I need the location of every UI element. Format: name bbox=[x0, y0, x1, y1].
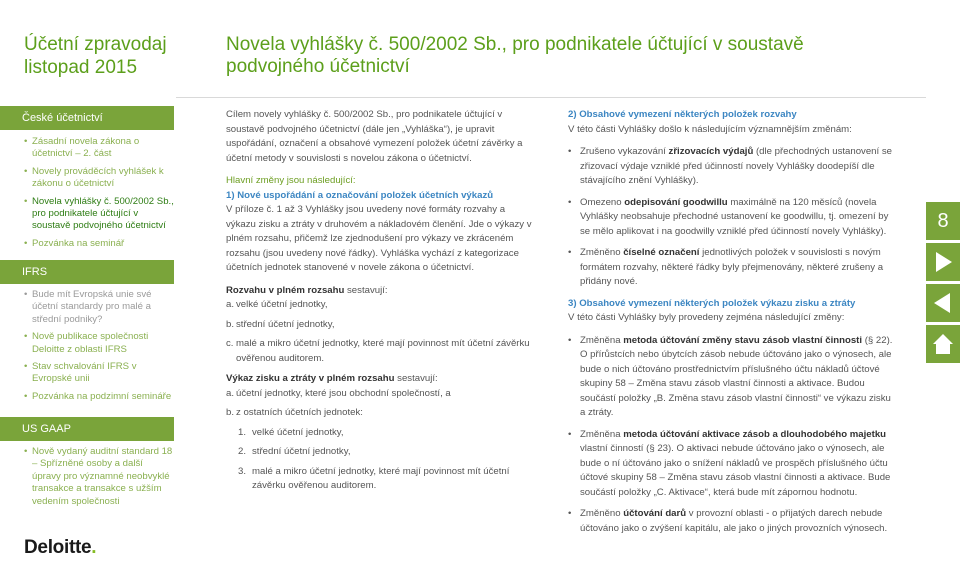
list-item: c. malé a mikro účetní jednotky, které mají povinnost mít účetní závěrku ověřenou auditorem. bbox=[226, 338, 530, 364]
section2-intro: V této části Vyhlášky došlo k následujícím významnějším změnám: bbox=[568, 123, 852, 135]
list-item: b. střední účetní jednotky, bbox=[226, 318, 335, 330]
bullet-item: • Změněna metoda účtování změny stavu zásob vlastní činnosti (§ 22). O přírůstcích nebo úbytcích zásob nebude účtováno jako o výnosech, ale bude o nich účtováno prostřednictvím příslušného účtu nákladů účtové skupiny 58 – Změna stavu zásob vlastní činnosti a aktivace. Budou součástí položky „B. Změna stavu zásob vlastní činnosti“ ve výkazu zisku a ztráty. bbox=[568, 334, 898, 421]
sidebar-list-ifrs bbox=[24, 289, 174, 408]
list-item: 1. velké účetní jednotky, bbox=[238, 426, 344, 438]
sidebar-heading-ifrs[interactable]: IFRS bbox=[0, 260, 174, 284]
bullet-item: • Zrušeno vykazování zřizovacích výdajů (dle přechodných ustanovení se zřizovací výdaje vzniklé před účinností novely Vyhlášky doodepíší dle stávajícího znění Vyhlášky). bbox=[568, 145, 898, 189]
sidebar-list-usgaap bbox=[24, 446, 174, 513]
full-balance-heading: Rozvahu v plném rozsahu sestavují: bbox=[226, 284, 388, 296]
nested-list bbox=[226, 426, 536, 494]
intro-paragraph: Cílem novely vyhlášky č. 500/2002 Sb., pro podnikatele účtující v soustavě podvojného účetnictví (dále jen „Vyhláška“), je upravit uspořádání, označení a obsahové vymezení položek účetní závěrky a účetní metody v souvislosti s novelou zákona o účetnictví. bbox=[226, 109, 523, 164]
page-number: 8 bbox=[926, 202, 960, 240]
page-title: Novela vyhlášky č. 500/2002 Sb., pro podnikatele účtující v soustavě podvojného účetnictví bbox=[226, 34, 804, 77]
section2-title: 2) Obsahové vymezení některých položek rozvahy bbox=[568, 109, 797, 120]
sidebar-item[interactable]: • Nově publikace společnosti Deloitte z oblasti IFRS bbox=[24, 331, 174, 356]
sidebar-item[interactable]: • Pozvánka na podzimní semináře bbox=[24, 391, 174, 403]
bullet-item: • Změněno číselné označení jednotlivých položek v souvislosti s novým formátem rozvahy, některé řádky byly přejmenovány, některé zrušeny a přidány nové. bbox=[568, 246, 898, 290]
section1-text: V příloze č. 1 až 3 Vyhlášky jsou uvedeny nové formáty rozvahy a výkazu zisku a ztráty v druhovém a nákladovém členění. Jde o výkazy v plném rozsahu, přičemž lze zjednodušení pro výkazy ve zkráceném rozsahu (jsou uvedeny nové řádky). Vyhláška vychází z kategorizace účetních jednotek stanovené v novele zákona o účetnictví. bbox=[226, 204, 532, 273]
sidebar-item[interactable]: • Nově vydaný auditní standard 18 – Spřízněné osoby a další úpravy pro významné neobvyklé transakce a transakce s užším vedením společnosti bbox=[24, 446, 174, 508]
home-button[interactable] bbox=[926, 325, 960, 363]
triangle-left-icon bbox=[926, 284, 960, 322]
list-item: 2. střední účetní jednotky, bbox=[238, 446, 351, 457]
sidebar-item[interactable]: • Stav schvalování IFRS v Evropské unii bbox=[24, 361, 174, 386]
sidebar-list-czech bbox=[24, 136, 174, 255]
deloitte-logo: Deloitte. bbox=[24, 537, 97, 558]
sidebar-heading-usgaap[interactable]: US GAAP bbox=[0, 417, 174, 441]
left-column bbox=[226, 108, 536, 499]
right-column bbox=[568, 108, 898, 543]
sidebar-item[interactable]: • Zásadní novela zákona o účetnictví – 2. část bbox=[24, 136, 174, 161]
list-item: a. účetní jednotky, které jsou obchodní společností, a bbox=[226, 387, 451, 399]
changes-heading: Hlavní změny jsou následující: bbox=[226, 175, 356, 186]
list-item: a. velké účetní jednotky, bbox=[226, 299, 328, 310]
triangle-right-icon bbox=[926, 243, 960, 281]
sidebar-heading-czech[interactable]: České účetnictví bbox=[0, 106, 174, 130]
section1-title: 1) Nové uspořádání a označování položek účetních výkazů bbox=[226, 189, 494, 201]
newsletter-title: Účetní zpravodaj listopad 2015 bbox=[24, 34, 167, 78]
sidebar-item[interactable]: • Pozvánka na seminář bbox=[24, 238, 174, 250]
sidebar-item[interactable]: • Novely prováděcích vyhlášek k zákonu o účetnictví bbox=[24, 166, 174, 191]
list-item: b. z ostatních účetních jednotek: bbox=[226, 407, 363, 418]
next-page-button[interactable] bbox=[926, 243, 960, 281]
section3-intro: V této části Vyhlášky byly provedeny zejména následující změny: bbox=[568, 312, 845, 323]
full-pl-heading: Výkaz zisku a ztráty v plném rozsahu sestavují: bbox=[226, 373, 438, 384]
header-divider bbox=[176, 97, 926, 98]
sidebar bbox=[0, 0, 176, 582]
previous-page-button[interactable] bbox=[926, 284, 960, 322]
sidebar-item-active[interactable]: • Novela vyhlášky č. 500/2002 Sb., pro podnikatele účtující v soustavě podvojného účetnictví bbox=[24, 196, 174, 233]
list-item: 3. malé a mikro účetní jednotky, které mají povinnost mít účetní závěrku ověřenou auditorem. bbox=[238, 465, 510, 491]
bullet-item: • Změněno účtování darů v provozní oblasti - o přijatých darech nebude účtováno jako o zvýšení kapitálu, ale jako o jiných provozních výnosech. bbox=[568, 507, 898, 536]
house-icon bbox=[926, 325, 960, 363]
section3-title: 3) Obsahové vymezení některých položek výkazu zisku a ztráty bbox=[568, 297, 856, 309]
bullet-item: • Omezeno odepisování goodwillu maximálně na 120 měsíců (novela Vyhlášky neobsahuje přechodné ustanovení ke goodwillu, tj. omezení by se mělo aplikovat i na goodwilly vzniklé před účinností novely Vyhlášky). bbox=[568, 196, 898, 240]
bullet-item: • Změněna metoda účtování aktivace zásob a dlouhodobého majetku vlastní činností (§ 23). O aktivaci nebude účtováno jako o výnosech, ale bude o ní účtováno jako o snížení nákladů ve prospěch příslušného účtu účtové skupiny 58 – Změna stavu zásob vlastní činnosti a aktivace. Bude součástí položky „C. Aktivace“, která bude mít zápornou hodnotu. bbox=[568, 428, 898, 501]
sidebar-item[interactable]: • Bude mít Evropská unie své účetní standardy pro malé a střední podniky? bbox=[24, 289, 174, 326]
